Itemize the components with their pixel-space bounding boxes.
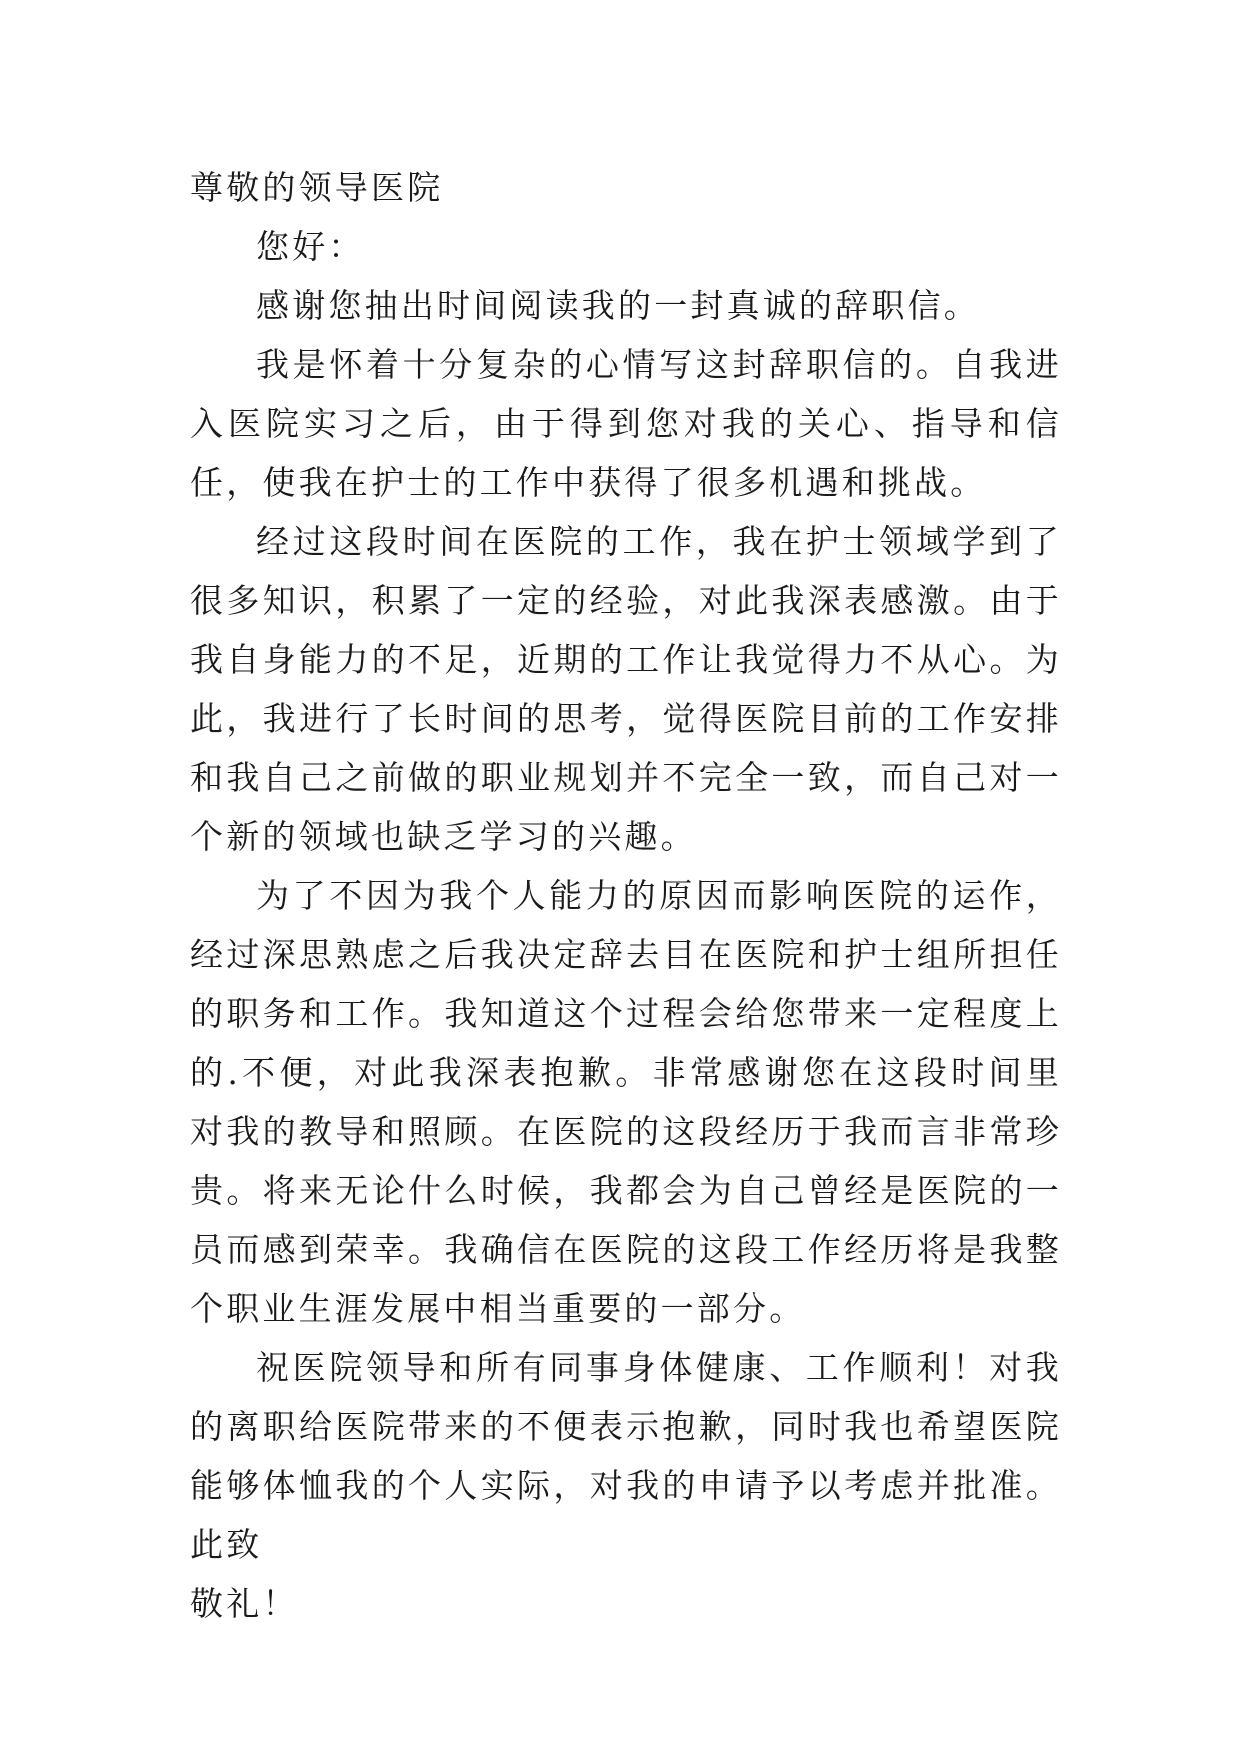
paragraph-thanks: 感谢您抽出时间阅读我的一封真诚的辞职信。 xyxy=(256,286,980,325)
paragraph-decision: 为了不因为我个人能力的原因而影响医院的运作，经过深思熟虑之后我决定辞去目在医院和护士组所担任的职务和工作。我知道这个过程会给您带来一定程度上的.不便，对此我深表抱歉。非常感谢您在这段时间里对我的教导和照顾。在医院的这段经历于我而言非常珍贵。将来无论什么时候，我都会为自己曾经是医院的一员而感到荣幸。我确信在医院的这段工作经历将是我整个职业生涯发展中相当重要的一部分。 xyxy=(190,876,1062,1328)
greeting: 您好： xyxy=(256,227,365,266)
closing: 敬礼！ xyxy=(190,1584,299,1623)
paragraph-wishes: 祝医院领导和所有同事身体健康、工作顺利！对我的离职给医院带来的不便表示抱歉，同时我也希望医院能够体恤我的个人实际，对我的申请予以考虑并批准。此致 xyxy=(190,1348,1062,1564)
paragraph-background: 我是怀着十分复杂的心情写这封辞职信的。自我进入医院实习之后，由于得到您对我的关心、指导和信任，使我在护士的工作中获得了很多机遇和挑战。 xyxy=(190,345,1062,502)
salutation: 尊敬的领导医院 xyxy=(190,168,444,207)
paragraph-reason: 经过这段时间在医院的工作，我在护士领域学到了很多知识，积累了一定的经验，对此我深表感激。由于我自身能力的不足，近期的工作让我觉得力不从心。为此，我进行了长时间的思考，觉得医院目前的工作安排和我自己之前做的职业规划并不完全一致，而自己对一个新的领域也缺乏学习的兴趣。 xyxy=(190,522,1062,856)
resignation-letter xyxy=(190,158,1062,1633)
